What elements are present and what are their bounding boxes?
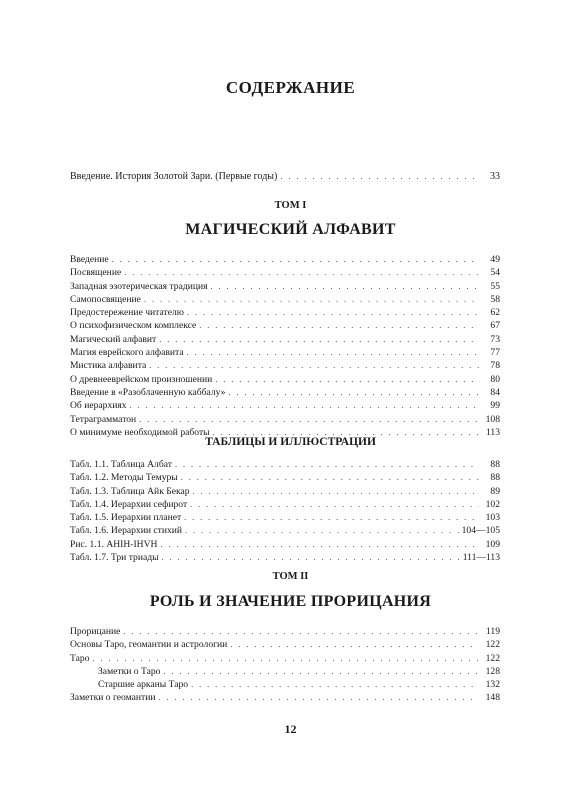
toc-entry-page: 99 [490,400,500,412]
toc-entry-label: Заметки о Таро [98,665,161,677]
toc-entry[interactable] [70,498,500,511]
toc-entry[interactable] [70,524,500,537]
toc-leader-dots [162,551,460,564]
toc-leader-dots [123,625,479,638]
toc-entry-label: Самопосвящение [70,293,141,305]
toc-entry-page: 80 [490,373,500,385]
toc-entry-page: 78 [490,360,500,372]
toc-leader-dots [187,306,479,319]
toc-entry[interactable] [70,399,500,412]
toc-entry-label: Табл. 1.6. Иерархии стихий [70,525,183,537]
toc-entry-page: 73 [490,333,500,345]
toc-leader-dots [112,253,479,266]
toc-leader-dots [190,498,479,511]
toc-entry-page: 102 [485,498,500,510]
toc-entry-label: Таро [70,652,90,664]
toc-entry-page: 55 [490,280,500,292]
toc-entry-label: Табл. 1.2. Методы Темуры [70,472,178,484]
toc-entry[interactable] [70,386,500,399]
toc-leader-dots [199,319,479,332]
toc-entry[interactable] [70,280,500,293]
toc-entry[interactable] [70,306,500,319]
page-number: 12 [284,722,297,736]
toc-entry-page: 111—113 [462,552,500,564]
toc-leader-dots [193,485,479,498]
toc-leader-dots [130,399,479,412]
toc-entry[interactable] [70,373,500,386]
toc-entry-page: 108 [485,413,500,425]
page-title: СОДЕРЖАНИЕ [225,78,356,97]
toc-entry[interactable] [70,538,500,551]
toc-entry-label: Табл. 1.1. Таблица Албат [70,459,172,470]
toc-entry-page: 104—105 [461,525,500,537]
toc-entry[interactable] [70,458,500,471]
toc-leader-dots [185,524,459,537]
toc-entry-page: 128 [485,665,500,677]
toc-entry[interactable] [70,625,500,638]
toc-entry-page: 148 [485,692,500,704]
toc-volume-1-list [70,253,500,439]
toc-entry[interactable] [70,266,500,279]
toc-entry-label: Магический алфавит [70,333,157,345]
toc-entry-label: Табл. 1.7. Три триады [70,552,159,564]
toc-entry-label: О психофизическом комплексе [70,320,197,332]
toc-entry-page: 84 [490,386,500,398]
toc-entry-label: Введение [70,254,109,265]
toc-entry-page: 58 [490,293,500,305]
toc-entry-page: 122 [485,639,500,651]
volume-1-title: МАГИЧЕСКИЙ АЛФАВИТ [185,221,396,238]
toc-entry[interactable] [70,319,500,332]
toc-leader-dots [159,691,479,704]
toc-entry-page: 113 [485,426,500,438]
toc-entry[interactable] [70,253,500,266]
toc-leader-dots [175,458,479,471]
toc-entry-page: 132 [485,679,500,691]
toc-entry-page: 103 [485,512,500,524]
toc-leader-dots [139,413,479,426]
toc-leader-dots [159,333,479,346]
toc-entry[interactable] [70,665,500,678]
toc-entry-label: Табл. 1.3. Таблица Айк Бекар [70,485,190,497]
toc-entry[interactable] [70,678,500,691]
toc-leader-dots [230,638,479,651]
toc-leader-dots [187,346,479,359]
toc-entry[interactable] [70,471,500,484]
toc-entry-label: Старшие арканы Таро [98,679,189,691]
toc-entry[interactable] [70,359,500,372]
toc-entry-page: 88 [490,472,500,484]
toc-entry-page: 89 [490,485,500,497]
toc-leader-dots [215,373,479,386]
toc-entry-page: 109 [485,538,500,550]
toc-entry[interactable] [70,413,500,426]
volume-2-title: РОЛЬ И ЗНАЧЕНИЕ ПРОРИЦАНИЯ [149,593,432,610]
volume-1-label: ТОМ I [274,200,307,211]
volume-2-label: ТОМ II [272,571,309,582]
toc-entry[interactable] [70,333,500,346]
toc-entry[interactable] [70,346,500,359]
toc-entry-page: 62 [490,307,500,319]
toc-leader-dots [228,386,479,399]
toc-entry-label: Западная эзотерическая традиция [70,280,208,292]
toc-leader-dots [181,471,479,484]
toc-entry[interactable] [70,293,500,306]
toc-leader-dots [280,170,479,183]
toc-entry-label: Тетраграмматон [70,413,137,425]
toc-entry-page: 77 [490,347,500,359]
toc-entry-page: 33 [490,171,500,182]
toc-entry-label: Табл. 1.5. Иерархии планет [70,512,182,524]
toc-entry-label: Об иерархиях [70,400,127,412]
toc-tables-list [70,458,500,564]
toc-entry[interactable] [70,170,500,183]
toc-entry-label: Введение в «Разоблаченную каббалу» [70,386,226,398]
tables-section-title: ТАБЛИЦЫ И ИЛЛЮСТРАЦИИ [205,436,376,448]
toc-leader-dots [191,678,479,691]
toc-entry[interactable] [70,485,500,498]
toc-entry-label: Основы Таро, геомантии и астрологии [70,639,228,651]
toc-entry[interactable] [70,638,500,651]
toc-leader-dots [211,280,479,293]
toc-entry-label: Мистика алфавита [70,360,147,372]
toc-entry-label: О древнееврейском произношении [70,373,213,385]
toc-entry[interactable] [70,551,500,564]
toc-entry-label: О минимуме необходимой работы [70,426,210,438]
toc-entry-label: Рис. 1.1. AHIH-IHVH [70,538,158,550]
toc-entry[interactable] [70,691,500,704]
toc-entry-page: 67 [490,320,500,332]
toc-leader-dots [163,665,479,678]
toc-entry-page: 54 [490,267,500,279]
toc-intro [70,170,500,183]
toc-entry-label: Посвящение [70,267,122,279]
toc-entry-label: Магия еврейского алфавита [70,347,184,359]
toc-entry-label: Прорицание [70,626,121,637]
toc-entry-page: 122 [485,652,500,664]
toc-entry-label: Заметки о геомантии [70,692,156,704]
toc-entry-label: Предостережение читателю [70,307,184,319]
toc-entry-page: 119 [485,626,500,637]
toc-leader-dots [184,511,479,524]
toc-entry[interactable] [70,511,500,524]
toc-leader-dots [124,266,479,279]
toc-leader-dots [92,652,479,665]
toc-volume-2-list [70,625,500,705]
toc-entry-label: Введение. История Золотой Зари. (Первые годы) [70,171,278,182]
toc-leader-dots [144,293,479,306]
toc-entry[interactable] [70,652,500,665]
toc-entry-page: 49 [490,254,500,265]
toc-entry-page: 88 [490,459,500,470]
toc-leader-dots [149,359,479,372]
toc-leader-dots [160,538,479,551]
toc-entry-label: Табл. 1.4. Иерархии сефирот [70,498,188,510]
